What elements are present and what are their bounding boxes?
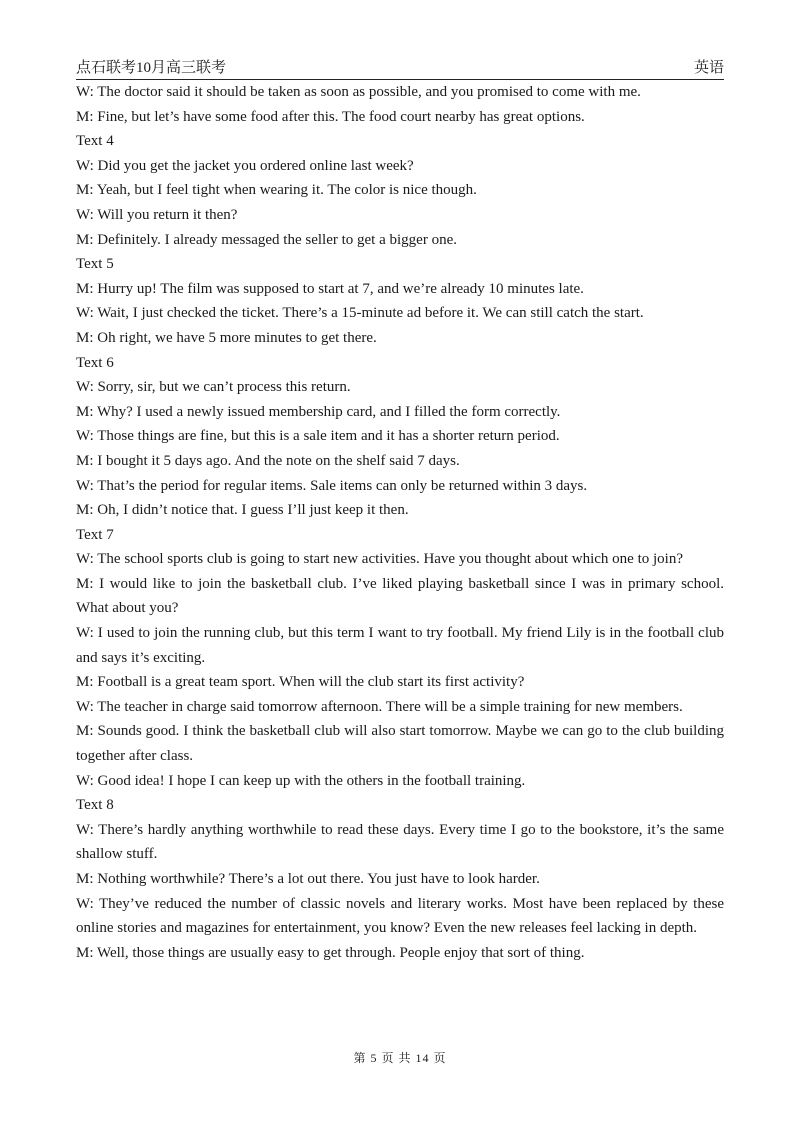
- transcript-line: W: Sorry, sir, but we can’t process this return.: [76, 379, 351, 396]
- transcript-line: M: Fine, but let’s have some food after this. The food court nearby has great options.: [76, 108, 585, 125]
- transcript-paragraph: W: The school sports club is going to start new activities. Have you thought about which one to join?: [76, 551, 683, 568]
- header-subject: 英语: [693, 60, 724, 76]
- transcript-line: M: I bought it 5 days ago. And the note on the shelf said 7 days.: [76, 452, 460, 469]
- transcript-paragraph: M: Well, those things are usually easy to get through. People enjoy that sort of thing.: [76, 944, 585, 961]
- page-number: 第 5 页 共 14 页: [353, 1051, 447, 1065]
- transcript-line: M: Oh right, we have 5 more minutes to get there.: [76, 329, 377, 346]
- transcript-paragraph: W: Good idea! I hope I can keep up with the others in the football training.: [76, 772, 526, 789]
- transcript-line: W: The doctor said it should be taken as soon as possible, and you promised to come with me.: [76, 84, 641, 100]
- header-exam-title: 点石联考10月高三联考: [76, 60, 227, 76]
- transcript-line: M: Oh, I didn’t notice that. I guess I’ll just keep it then.: [76, 502, 409, 519]
- transcript-paragraph: M: Nothing worthwhile? There’s a lot out there. You just have to look harder.: [76, 871, 540, 887]
- section-heading-text-8: Text 8: [76, 797, 114, 814]
- transcript-paragraph: M: Sounds good. I think the basketball club will also start tomorrow. Maybe we can go to the club building together after class.: [76, 723, 724, 765]
- transcript-paragraph: W: The teacher in charge said tomorrow afternoon. There will be a simple training for new members.: [76, 698, 683, 715]
- section-heading-text-7: Text 7: [76, 526, 114, 543]
- section-heading-text-6: Text 6: [76, 354, 114, 371]
- transcript-paragraph: W: They’ve reduced the number of classic novels and literary works. Most have been replaced by these online stories and magazines for entertainment, you know? Even the new releases feel lacking in depth.: [76, 895, 724, 937]
- transcript-paragraph: W: I used to join the running club, but this term I want to try football. My friend Lily is in the football club and says it’s exciting.: [76, 625, 724, 666]
- transcript-paragraph: M: I would like to join the basketball club. I’ve liked playing basketball since I was in primary school. What about you?: [76, 575, 724, 617]
- transcript-line: W: Wait, I just checked the ticket. There’s a 15-minute ad before it. We can still catch the start.: [76, 305, 644, 322]
- transcript-line: W: Did you get the jacket you ordered online last week?: [76, 157, 414, 174]
- section-heading-text-5: Text 5: [76, 256, 114, 273]
- transcript-paragraph: W: There’s hardly anything worthwhile to read these days. Every time I go to the bookstore, it’s the same shallow stuff.: [76, 821, 724, 863]
- transcript-body: [76, 80, 724, 965]
- section-heading-text-4: Text 4: [76, 133, 114, 150]
- transcript-line: M: Definitely. I already messaged the seller to get a bigger one.: [76, 231, 457, 248]
- transcript-line: M: Why? I used a newly issued membership card, and I filled the form correctly.: [76, 403, 561, 420]
- transcript-line: M: Yeah, but I feel tight when wearing it. The color is nice though.: [76, 182, 477, 199]
- page-header: [76, 59, 724, 79]
- transcript-line: W: Will you return it then?: [76, 206, 238, 223]
- transcript-line: W: That’s the period for regular items. Sale items can only be returned within 3 days.: [76, 477, 588, 494]
- transcript-line: W: Those things are fine, but this is a sale item and it has a shorter return period.: [76, 428, 560, 445]
- transcript-paragraph: M: Football is a great team sport. When will the club start its first activity?: [76, 674, 525, 691]
- transcript-line: M: Hurry up! The film was supposed to start at 7, and we’re already 10 minutes late.: [76, 280, 584, 297]
